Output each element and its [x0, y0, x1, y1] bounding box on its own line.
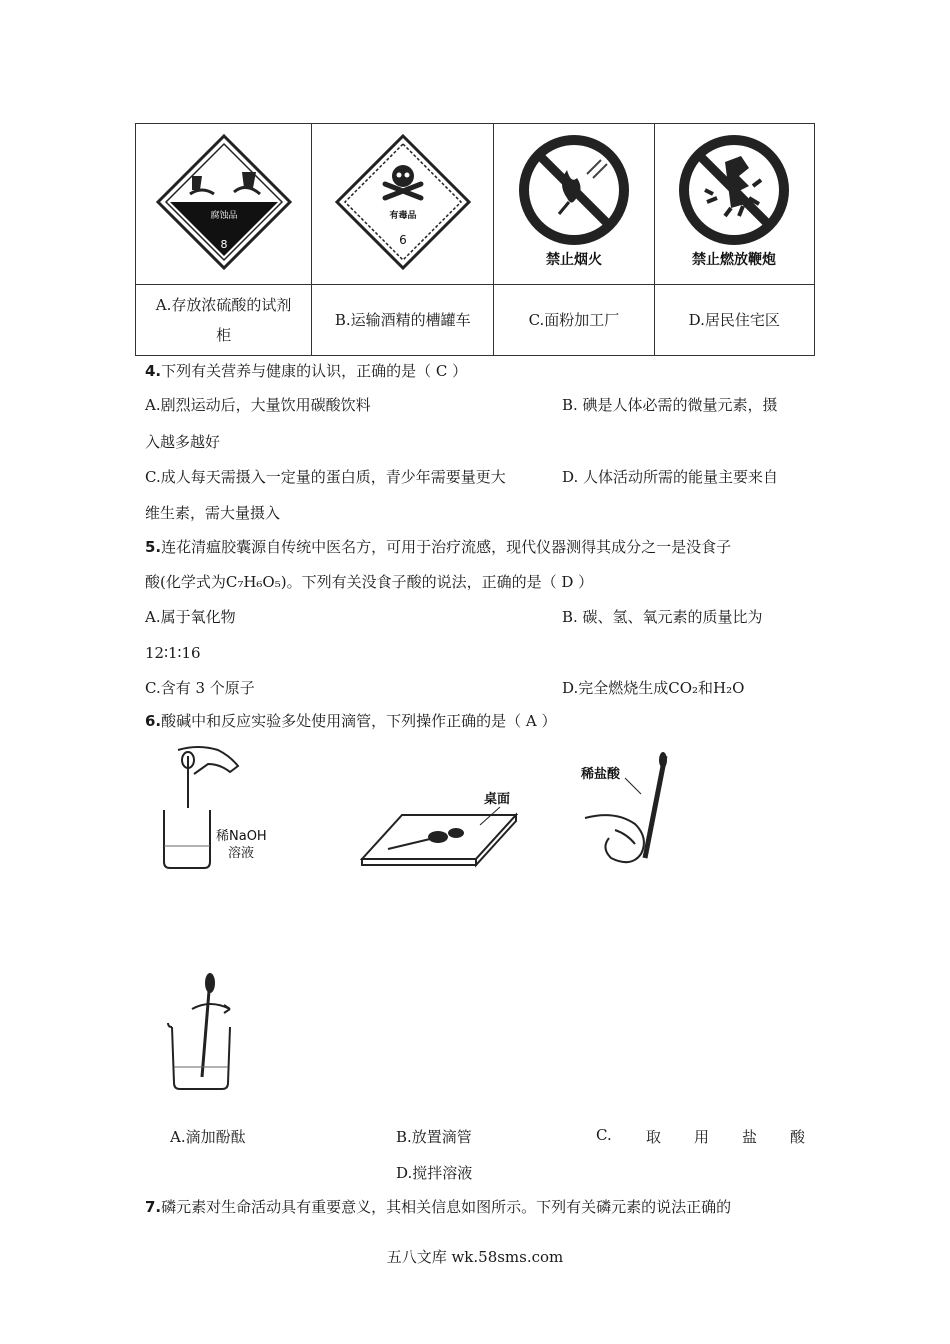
toxic-sign-icon — [333, 132, 473, 272]
sign-cell-a — [136, 124, 312, 285]
q5-option-b-line2: 12∶1∶16 — [145, 644, 201, 662]
no-fire-label: 禁止烟火 — [545, 252, 602, 268]
option-a-line1: A.存放浓硫酸的试剂 — [155, 296, 292, 314]
figure-c-taking-acid — [575, 748, 685, 873]
q6-stem-text: 酸碱中和反应实验多处使用滴管，下列操作正确的是（ A ） — [161, 712, 557, 730]
q5-stem-line1 — [145, 536, 731, 557]
toxic-label: 有毒品 — [389, 211, 417, 221]
q6-caption-a: A.滴加酚酞 — [170, 1128, 246, 1146]
figure-a-drop-phenolphthalein — [150, 742, 285, 872]
corrosive-num: 8 — [220, 238, 228, 251]
q4-option-b-line1: B. 碘是人体必需的微量元素，摄 — [562, 396, 778, 414]
q4-option-b-line2: 入越多越好 — [145, 433, 221, 451]
figure-d-stirring — [162, 965, 242, 1095]
q6-stem — [145, 710, 557, 731]
q4-option-a: A.剧烈运动后，大量饮用碳酸饮料 — [145, 396, 371, 414]
option-d-cell: D.居民住宅区 — [654, 285, 814, 356]
q4-num: 4. — [145, 362, 162, 380]
q5-num: 5. — [145, 538, 162, 556]
q6-caption-d: D.搅拌溶液 — [396, 1164, 473, 1182]
option-a-cell — [136, 285, 312, 356]
q5-option-a: A.属于氧化物 — [145, 608, 236, 626]
q7-num: 7. — [145, 1198, 162, 1216]
q5-stem-text: 连花清瘟胶囊源自传统中医名方，可用于治疗流感，现代仪器测得其成分之一是没食子 — [161, 538, 732, 556]
q5-option-c: C.含有 3 个原子 — [145, 679, 255, 697]
page-footer: 五八文库 wk.58sms.com — [386, 1248, 564, 1266]
q6-caption-c-2: 取 — [646, 1128, 662, 1146]
option-b-cell: B.运输酒精的槽罐车 — [312, 285, 494, 356]
no-fireworks-label: 禁止燃放鞭炮 — [692, 252, 777, 268]
q4-option-d-line1: D. 人体活动所需的能量主要来自 — [562, 468, 779, 486]
q4-option-d-line2: 维生素，需大量摄入 — [145, 504, 281, 522]
q6-caption-c-5: 酸 — [790, 1128, 806, 1146]
corrosive-sign-icon — [154, 132, 294, 272]
q4-stem — [145, 360, 467, 381]
q6-caption-b: B.放置滴管 — [396, 1128, 472, 1146]
q6-num: 6. — [145, 712, 162, 730]
sign-cell-b — [312, 124, 494, 285]
fig-b-label: 桌面 — [484, 792, 511, 807]
q4-option-c: C.成人每天需摄入一定量的蛋白质，青少年需要量更大 — [145, 468, 506, 486]
toxic-num: 6 — [398, 233, 407, 247]
no-fireworks-sign-icon — [669, 132, 799, 272]
figure-b-dropper-on-table — [360, 785, 520, 870]
option-a-line2: 柜 — [216, 326, 232, 344]
q6-caption-c-4: 盐 — [742, 1128, 758, 1146]
q3-sign-table — [135, 123, 815, 356]
q5-option-d: D.完全燃烧生成CO₂和H₂O — [562, 679, 745, 697]
q6-caption-c-3: 用 — [694, 1128, 710, 1146]
fig-c-label: 稀盐酸 — [581, 767, 621, 782]
option-c-cell: C.面粉加工厂 — [494, 285, 654, 356]
sign-cell-d — [654, 124, 814, 285]
q7-stem — [145, 1196, 731, 1217]
fig-a-label-1: 稀NaOH — [216, 829, 267, 844]
corrosive-label: 腐蚀品 — [210, 211, 238, 221]
fig-a-label-2: 溶液 — [228, 846, 255, 861]
q5-option-b-line1: B. 碳、氢、氧元素的质量比为 — [562, 608, 763, 626]
q4-stem-text: 下列有关营养与健康的认识，正确的是（ C ） — [161, 362, 468, 380]
q6-caption-c-1: C. — [596, 1126, 612, 1144]
q7-stem-text: 磷元素对生命活动具有重要意义，其相关信息如图所示。下列有关磷元素的说法正确的 — [161, 1198, 732, 1216]
no-fire-sign-icon — [509, 132, 639, 272]
sign-cell-c — [494, 124, 654, 285]
q5-stem-line2: 酸(化学式为C₇H₆O₅)。下列有关没食子酸的说法，正确的是（ D ） — [145, 573, 594, 591]
